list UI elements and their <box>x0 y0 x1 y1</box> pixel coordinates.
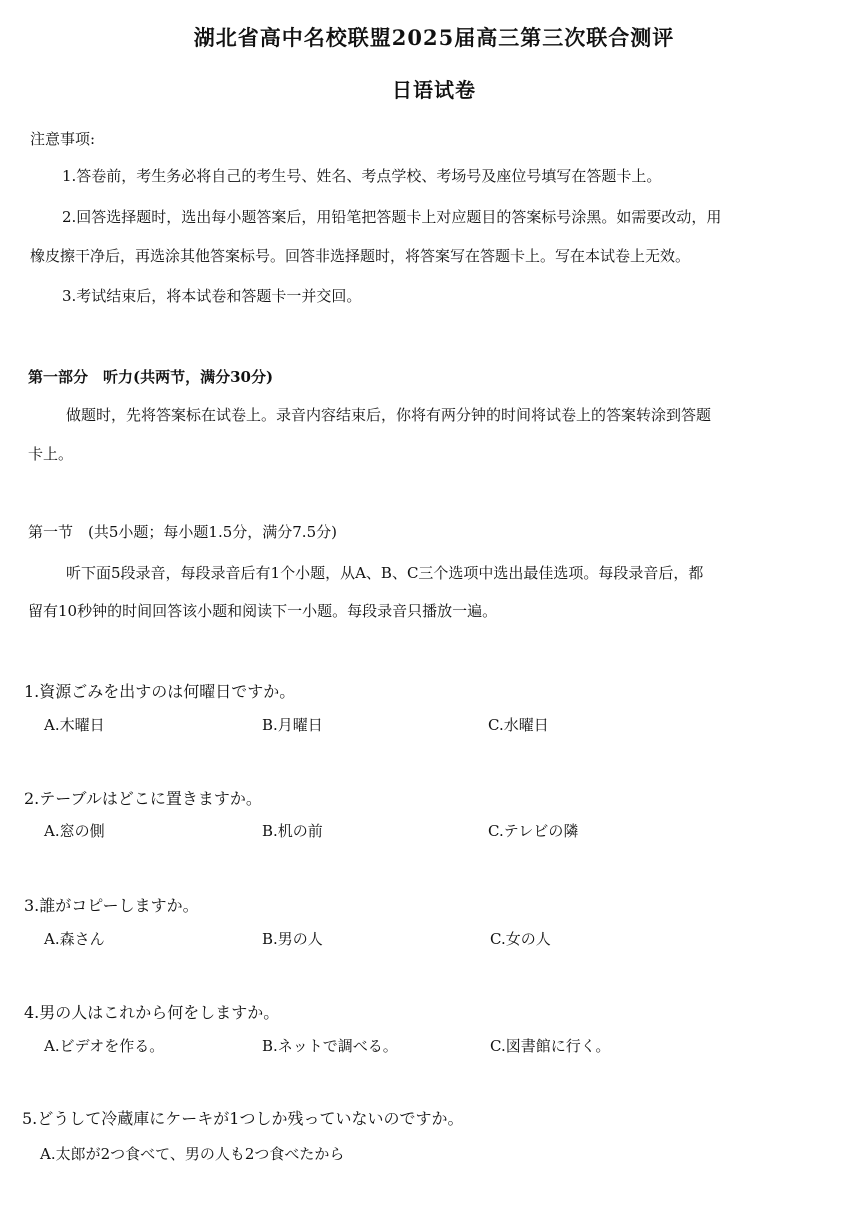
question-1-stem: 1.資源ごみを出すのは何曜日ですか。 <box>24 682 296 701</box>
part1-instructions-line-1: 做题时，先将答案标在试卷上。录音内容结束后，你将有两分钟的时间将试卷上的答案转涂到答题 <box>66 406 712 424</box>
section1-instructions-line-1: 听下面5段录音，每段录音后有1个小题，从A、B、C三个选项中选出最佳选项。每段录音后，都 <box>66 564 704 582</box>
question-3-option-b: B.男の人 <box>262 930 323 948</box>
question-1-option-a: A.木曜日 <box>44 716 105 734</box>
question-2-option-c: C.テレビの隣 <box>488 822 579 840</box>
notice-item-2-line-1: 2.回答选择题时，选出每小题答案后，用铅笔把答题卡上对应题目的答案标号涂黑。如需要改动，用 <box>62 208 722 226</box>
question-5-option-a: A.太郎が2つ食べて、男の人も2つ食べたから <box>40 1145 345 1163</box>
question-3-stem: 3.誰がコピーしますか。 <box>24 896 199 915</box>
question-3-option-c: C.女の人 <box>490 930 551 948</box>
question-4-option-b: B.ネットで調べる。 <box>262 1037 398 1055</box>
part1-instructions-line-2: 卡上。 <box>28 445 74 463</box>
part1-heading: 第一部分 听力(共两节，满分30分) <box>28 368 274 386</box>
exam-subtitle: 日语试卷 <box>392 78 476 102</box>
notice-item-2-line-2: 橡皮擦干净后，再选涂其他答案标号。回答非选择题时，将答案写在答题卡上。写在本试卷上无效。 <box>30 247 691 265</box>
question-2-option-b: B.机の前 <box>262 822 323 840</box>
question-4-stem: 4.男の人はこれから何をしますか。 <box>24 1003 280 1022</box>
notice-item-3: 3.考试结束后，将本试卷和答题卡一并交回。 <box>62 287 362 305</box>
question-5-stem: 5.どうして冷蔵庫にケーキが1つしか残っていないのですか。 <box>22 1109 464 1128</box>
question-2-stem: 2.テーブルはどこに置きますか。 <box>24 789 262 808</box>
notice-item-1: 1.答卷前，考生务必将自己的考生号、姓名、考点学校、考场号及座位号填写在答题卡上。 <box>62 167 662 185</box>
exam-title: 湖北省高中名校联盟2025届高三第三次联合测评 <box>193 25 675 50</box>
section1-heading: 第一节 (共5小题；每小题1.5分，满分7.5分) <box>28 523 337 541</box>
question-1-option-b: B.月曜日 <box>262 716 323 734</box>
question-1-option-c: C.水曜日 <box>488 716 549 734</box>
notice-heading: 注意事项: <box>30 130 96 148</box>
question-2-option-a: A.窓の側 <box>44 822 105 840</box>
question-3-option-a: A.森さん <box>44 930 105 948</box>
section1-instructions-line-2: 留有10秒钟的时间回答该小题和阅读下一小题。每段录音只播放一遍。 <box>28 602 498 620</box>
question-4-option-c: C.図書館に行く。 <box>490 1037 611 1055</box>
question-4-option-a: A.ビデオを作る。 <box>44 1037 165 1055</box>
